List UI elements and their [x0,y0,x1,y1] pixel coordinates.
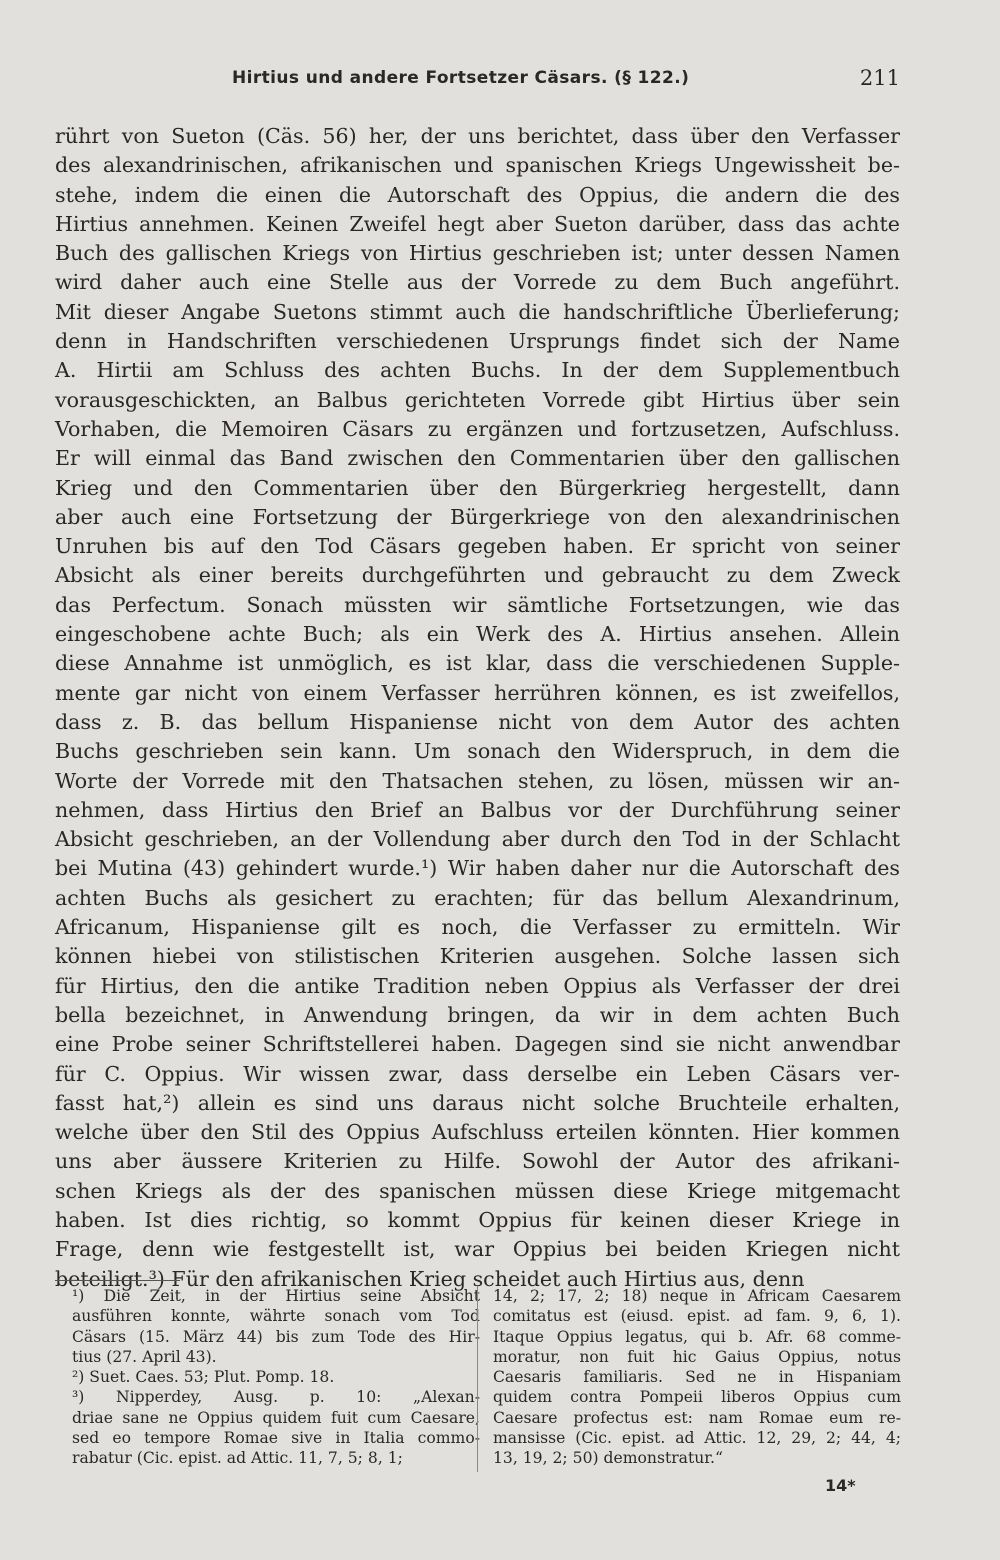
text-line: Buch des gallischen Kriegs von Hirtius geschrieben ist; unter dessen Namen [55,241,900,266]
text-line: nehmen, dass Hirtius den Brief an Balbus vor der Durchführung seiner [55,797,900,822]
text-line: aber auch eine Fortsetzung der Bürgerkriege von den alexandrinischen [55,504,900,529]
text-line: A. Hirtii am Schluss des achten Buchs. In der dem Supplementbuch [55,358,900,383]
text-line: stehe, indem die einen die Autorschaft des Oppius, die andern die des [55,182,900,207]
footnotes-left-column [72,1286,480,1469]
text-line: das Perfectum. Sonach müssten wir sämtliche Fortsetzungen, wie das [55,592,900,617]
footnote-line: ¹) Die Zeit, in der Hirtius seine Absicht [72,1287,480,1305]
text-line: eingeschobene achte Buch; als ein Werk des A. Hirtius ansehen. Allein [55,622,900,647]
text-line: Mit dieser Angabe Suetons stimmt auch die handschriftliche Überlieferung; [55,299,900,324]
footnote-line: Caesare profectus est: nam Romae eum re- [493,1408,901,1427]
text-line: bella bezeichnet, in Anwendung bringen, da wir in dem achten Buch [55,1002,900,1027]
text-line: für C. Oppius. Wir wissen zwar, dass derselbe ein Leben Cäsars ver- [55,1061,900,1086]
footnote-line: ²) Suet. Caes. 53; Plut. Pomp. 18. [72,1368,335,1387]
text-line: des alexandrinischen, afrikanischen und spanischen Kriegs Ungewissheit be- [55,153,900,178]
text-line: vorausgeschickten, an Balbus gerichteten Vorrede gibt Hirtius über sein [55,387,900,412]
footnote-line: quidem contra Pompeii liberos Oppius cum [493,1388,901,1407]
text-line: können hiebei von stilistischen Kriterien ausgehen. Solche lassen sich [55,944,900,969]
text-line: achten Buchs als gesichert zu erachten; für das bellum Alexandrinum, [55,885,900,910]
text-line: fasst hat,²) allein es sind uns daraus nicht solche Bruchteile erhalten, [55,1090,900,1115]
text-line: mente gar nicht von einem Verfasser herrühren können, es ist zweifellos, [55,680,900,705]
text-line: welche über den Stil des Oppius Aufschluss erteilen könnten. Hier kommen [55,1120,900,1145]
footnote-column-divider [477,1286,478,1472]
text-line: Unruhen bis auf den Tod Cäsars gegeben haben. Er spricht von seiner [55,534,900,559]
footnote-line: Itaque Oppius legatus, qui b. Afr. 68 comme- [493,1327,901,1346]
footnote-line: tius (27. April 43). [72,1347,217,1366]
signature-mark: 14* [825,1476,856,1495]
footnote-line: ³) Nipperdey, Ausg. p. 10: „Alexan- [72,1388,480,1407]
running-head: Hirtius und andere Fortsetzer Cäsars. (§ 122.) [232,68,690,88]
footnote-line: 13, 19, 2; 50) demonstratur.“ [493,1449,723,1468]
page-header [232,66,900,102]
text-line: rührt von Sueton (Cäs. 56) her, der uns berichtet, dass über den Verfasser [55,124,900,148]
main-text [55,122,900,1294]
text-line: Buchs geschrieben sein kann. Um sonach den Widerspruch, in dem die [55,739,900,764]
footnote-line: driae sane ne Oppius quidem fuit cum Caesare, [72,1408,480,1427]
text-line: Absicht als einer bereits durchgeführten und gebraucht zu dem Zweck [55,563,900,588]
text-line: Africanum, Hispaniense gilt es noch, die Verfasser zu ermitteln. Wir [55,915,900,940]
footnote-line: 14, 2; 17, 2; 18) neque in Africam Caesarem [493,1287,901,1305]
footnote-line: comitatus est (eiusd. epist. ad fam. 9, 6, 1). [493,1307,901,1326]
footnote-line: mansisse (Cic. epist. ad Attic. 12, 29, 2; 44, 4; [493,1429,901,1448]
text-line: Krieg und den Commentarien über den Bürgerkrieg hergestellt, dann [55,475,900,500]
text-line: Hirtius annehmen. Keinen Zweifel hegt aber Sueton darüber, dass das achte [55,211,900,236]
text-line: Absicht geschrieben, an der Vollendung aber durch den Tod in der Schlacht [55,827,900,852]
footnotes-right-column [493,1286,901,1469]
text-line: denn in Handschriften verschiedenen Ursprungs findet sich der Name [55,329,900,354]
footnote-line: Cäsars (15. März 44) bis zum Tode des Hir- [72,1327,480,1346]
text-line: Er will einmal das Band zwischen den Commentarien über den gallischen [55,446,900,471]
text-line: wird daher auch eine Stelle aus der Vorrede zu dem Buch angeführt. [55,270,900,295]
footnote-line: ausführen konnte, währte sonach vom Tod [72,1307,480,1326]
text-line: eine Probe seiner Schriftstellerei haben. Dagegen sind sie nicht anwendbar [55,1032,900,1057]
footnote-rule [55,1280,180,1281]
text-line: haben. Ist dies richtig, so kommt Oppius für keinen dieser Kriege in [55,1207,900,1232]
footnote-line: sed eo tempore Romae sive in Italia commo- [72,1429,480,1448]
footnote-line: Caesaris familiaris. Sed ne in Hispaniam [493,1368,901,1387]
text-line: beteiligt.³) Für den afrikanischen Krieg scheidet auch Hirtius aus, denn [55,1266,805,1291]
text-line: schen Kriegs als der des spanischen müssen diese Kriege mitgemacht [55,1178,900,1203]
text-line: diese Annahme ist unmöglich, es ist klar, dass die verschiedenen Supple- [55,651,900,676]
text-line: Worte der Vorrede mit den Thatsachen stehen, zu lösen, müssen wir an- [55,768,900,793]
text-line: Vorhaben, die Memoiren Cäsars zu ergänzen und fortzusetzen, Aufschluss. [55,416,900,441]
page-number: 211 [859,66,900,90]
text-line: uns aber äussere Kriterien zu Hilfe. Sowohl der Autor des afrikani- [55,1149,900,1174]
text-line: Frage, denn wie festgestellt ist, war Oppius bei beiden Kriegen nicht [55,1237,900,1262]
footnote-line: rabatur (Cic. epist. ad Attic. 11, 7, 5; 8, 1; [72,1449,403,1468]
footnote-line: moratur, non fuit hic Gaius Oppius, notus [493,1347,901,1366]
text-line: bei Mutina (43) gehindert wurde.¹) Wir haben daher nur die Autorschaft des [55,856,900,881]
text-line: dass z. B. das bellum Hispaniense nicht von dem Autor des achten [55,709,900,734]
text-line: für Hirtius, den die antike Tradition neben Oppius als Verfasser der drei [55,973,900,998]
